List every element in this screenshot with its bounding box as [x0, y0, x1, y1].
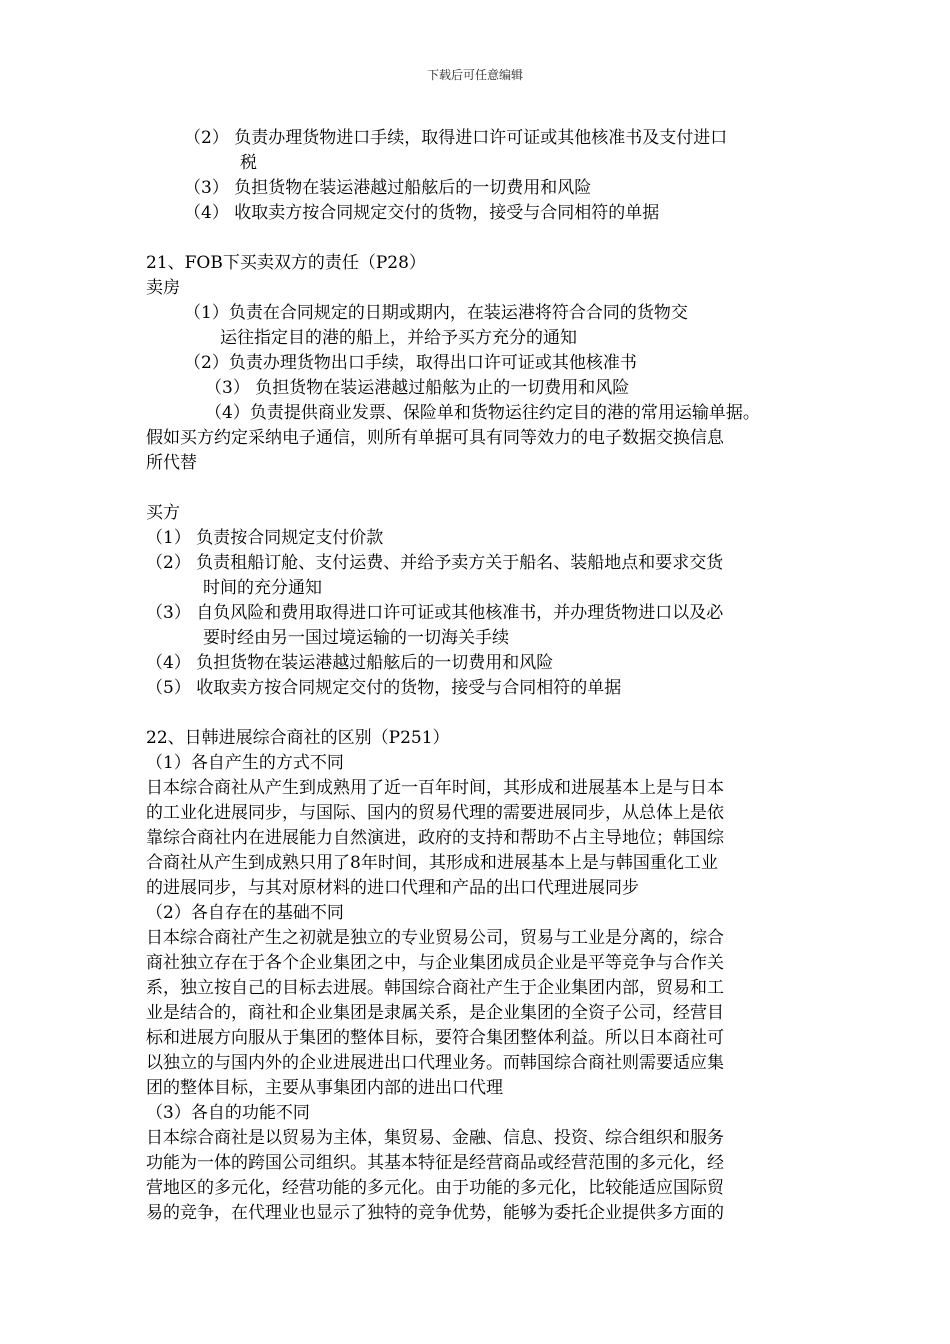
text-line: （3）各自的功能不同 [146, 1103, 310, 1123]
text-line: 时间的充分通知 [203, 578, 322, 598]
text-line: 以独立的与国内外的企业进展进出口代理业务。而韩国综合商社则需要适应集 [146, 1053, 724, 1073]
text-line: 要时经由另一国过境运输的一切海关手续 [203, 628, 509, 648]
text-line: 运往指定目的港的船上，并给予买方充分的通知 [220, 328, 577, 348]
text-line: 日本综合商社是以贸易为主体，集贸易、金融、信息、投资、综合组织和服务 [146, 1128, 724, 1148]
text-line: （2）负责办理货物出口手续，取得出口许可证或其他核准书 [184, 353, 637, 373]
text-line: （4）负责提供商业发票、保险单和货物运往约定目的港的常用运输单据。 [205, 403, 760, 423]
text-line: 的进展同步，与其对原材料的进口代理和产品的出口代理进展同步 [146, 878, 639, 898]
text-line: （1）负责在合同规定的日期或期内，在装运港将符合合同的货物交 [184, 303, 688, 323]
text-line: 21、FOB下买卖双方的责任（P28） [146, 253, 426, 273]
text-line: 标和进展方向服从于集团的整体目标，要符合集团整体利益。所以日本商社可 [146, 1028, 724, 1048]
text-line: 日本综合商社产生之初就是独立的专业贸易公司，贸易与工业是分离的，综合 [146, 928, 724, 948]
text-line: （5） 收取卖方按合同规定交付的货物，接受与合同相符的单据 [146, 678, 622, 698]
text-line: 系，独立按自己的目标去进展。韩国综合商社产生于企业集团内部，贸易和工 [146, 978, 724, 998]
text-line: 卖房 [146, 278, 180, 298]
text-line: 业是结合的，商社和企业集团是隶属关系，是企业集团的全资子公司，经营目 [146, 1003, 724, 1023]
text-line: 靠综合商社内在进展能力自然演进，政府的支持和帮助不占主导地位；韩国综 [146, 828, 724, 848]
page-header: 下载后可任意编辑 [426, 68, 523, 82]
text-line: （4） 收取卖方按合同规定交付的货物，接受与合同相符的单据 [184, 203, 660, 223]
text-line: 易的竞争，在代理业也显示了独特的竞争优势，能够为委托企业提供多方面的 [146, 1203, 724, 1223]
text-line: 税 [240, 153, 257, 173]
text-line: （2）各自存在的基础不同 [146, 903, 344, 923]
text-line: 功能为一体的跨国公司组织。其基本特征是经营商品或经营范围的多元化，经 [146, 1153, 724, 1173]
text-line: （3） 负担货物在装运港越过船舷后的一切费用和风险 [184, 178, 592, 198]
text-line: 假如买方约定采纳电子通信，则所有单据可具有同等效力的电子数据交换信息 [146, 428, 724, 448]
text-line: （4） 负担货物在装运港越过船舷后的一切费用和风险 [146, 653, 554, 673]
text-line: （1） 负责按合同规定支付价款 [146, 528, 384, 548]
text-line: 22、日韩进展综合商社的区别（P251） [146, 728, 450, 748]
text-line: （3） 负担货物在装运港越过船舷为止的一切费用和风险 [205, 378, 630, 398]
text-line: （1）各自产生的方式不同 [146, 753, 344, 773]
text-line: （2） 负责办理货物进口手续，取得进口许可证或其他核准书及支付进口 [184, 128, 728, 148]
text-line: 合商社从产生到成熟只用了8年时间，其形成和进展基本上是与韩国重化工业 [146, 853, 718, 873]
text-line: 商社独立存在于各个企业集团之中，与企业集团成员企业是平等竞争与合作关 [146, 953, 724, 973]
text-line: 所代替 [146, 453, 197, 473]
text-line: （3） 自负风险和费用取得进口许可证或其他核准书，并办理货物进口以及必 [146, 603, 724, 623]
text-line: 团的整体目标，主要从事集团内部的进出口代理 [146, 1078, 503, 1098]
text-line: 的工业化进展同步，与国际、国内的贸易代理的需要进展同步，从总体上是依 [146, 803, 724, 823]
text-line: 营地区的多元化，经营功能的多元化。由于功能的多元化，比较能适应国际贸 [146, 1178, 724, 1198]
text-line: （2） 负责租船订舱、支付运费、并给予卖方关于船名、装船地点和要求交货 [146, 553, 724, 573]
text-line: 日本综合商社从产生到成熟用了近一百年时间，其形成和进展基本上是与日本 [146, 778, 724, 798]
text-line: 买方 [146, 503, 180, 523]
